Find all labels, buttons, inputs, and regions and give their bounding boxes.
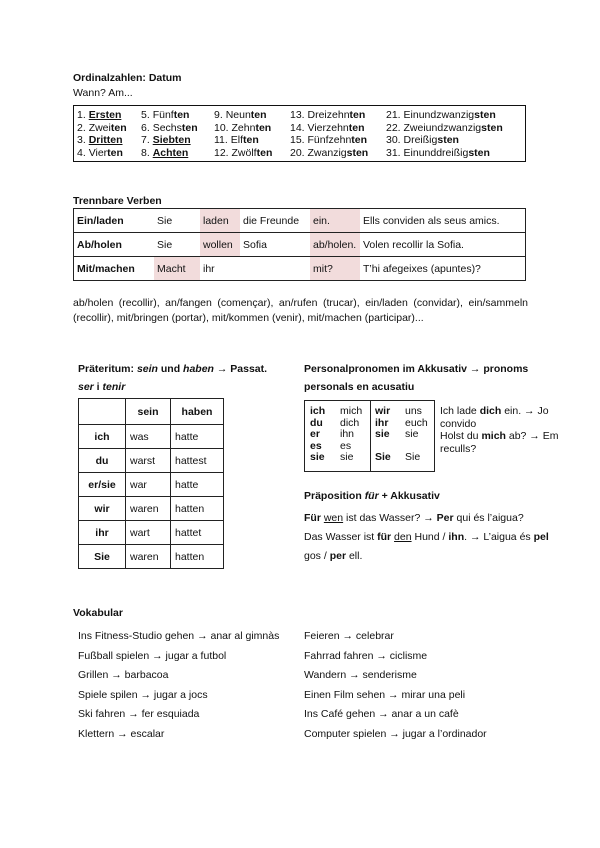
pronoun: sie — [375, 428, 390, 440]
praeposition-line-3: gos / per ell. — [304, 550, 363, 562]
table-row — [74, 257, 526, 281]
personal-title-2: personals en acusatiu — [304, 381, 415, 393]
ordinal-item: 9. Neunten — [214, 109, 267, 121]
ordinal-item: 4. Vierten — [77, 146, 123, 159]
pronoun-cell: wir — [79, 497, 126, 521]
ordinal-col-4 — [290, 109, 368, 159]
separable-verbs-list: ab/holen (recollir), an/fangen (començar), an/rufen (trucar), ein/laden (convidar), ein/sammeln (recollir), mit/bringen (portar), mit/kommen (venir), mit/machen (participar)... — [73, 297, 528, 324]
pronoun: ich — [310, 405, 326, 417]
praeteritum-title: Präteritum: sein und haben → Passat. — [78, 363, 268, 375]
table-cell: die Freunde — [240, 209, 310, 233]
header-cell: haben — [171, 399, 224, 425]
praeposition-line-2: Das Wasser ist für den Hund / ihn. → L’aigua és pel — [304, 531, 549, 543]
ordinal-box — [73, 105, 526, 162]
ordinal-item: 5. Fünften — [141, 109, 190, 121]
haben-cell: hatten — [171, 545, 224, 569]
table-row — [79, 497, 224, 521]
column-divider — [370, 401, 371, 471]
vocab-item: Fußball spielen → jugar a futbol — [78, 649, 227, 662]
haben-cell: hattet — [171, 521, 224, 545]
pronoun-cell: Sie — [79, 545, 126, 569]
ordinal-item: 8. Achten — [141, 146, 189, 159]
nominative-col-1 — [310, 406, 325, 464]
table-row — [79, 545, 224, 569]
table-row — [74, 233, 526, 257]
accusative-col-1 — [340, 406, 362, 464]
vocab-item: Wandern → senderisme — [304, 669, 417, 681]
ordinal-item: 30. Dreißigsten — [386, 134, 459, 146]
ordinal-item: 31. Einunddreißigsten — [386, 146, 490, 159]
ordinal-item: 7. Siebten — [141, 134, 191, 146]
haben-cell: hatte — [171, 425, 224, 449]
ordinal-item: 15. Fünfzehnten — [290, 134, 368, 146]
sein-cell: war — [126, 473, 171, 497]
vocab-item: Ins Café gehen → anar a un cafè — [304, 708, 459, 720]
vocab-item: Klettern → escalar — [78, 727, 165, 740]
praeposition-examples — [304, 509, 574, 566]
ordinal-item: 2. Zweiten — [77, 121, 127, 134]
haben-cell: hatten — [171, 497, 224, 521]
table-cell: Sie — [154, 209, 200, 233]
ordinal-item: 11. Elften — [214, 134, 259, 146]
pronoun: ihr — [375, 416, 389, 429]
ordinal-col-3 — [214, 109, 272, 159]
ordinal-title: Ordinalzahlen: Datum — [73, 72, 182, 84]
ordinal-item: 13. Dreizehnten — [290, 109, 366, 121]
accusative-col-2 — [405, 406, 428, 464]
vocab-item: Grillen → barbacoa — [78, 669, 169, 681]
praeposition-title: Präposition für + Akkusativ — [304, 490, 440, 502]
vocab-item: Fahrrad fahren → ciclisme — [304, 649, 428, 662]
nominative-col-2 — [375, 406, 391, 464]
pronoun: Sie — [375, 451, 391, 463]
pronoun: sie — [405, 428, 419, 440]
vocab-item: Ins Fitness-Studio gehen → anar al gimnàs — [78, 630, 280, 642]
table-row — [79, 473, 224, 497]
pronoun: es — [340, 439, 352, 452]
trennbare-title: Trennbare Verben — [73, 195, 162, 207]
header-cell: sein — [126, 399, 171, 425]
verb-cell: Ab/holen — [74, 233, 155, 257]
pronoun: euch — [405, 416, 428, 429]
vocab-list-right — [304, 627, 487, 744]
table-cell: Sofia — [240, 233, 310, 257]
ordinal-item: 3. Dritten — [77, 134, 123, 146]
pronoun: ihn — [340, 428, 355, 440]
vocab-item: Spiele spilen → jugar a jocs — [78, 688, 208, 701]
pronoun-cell: ich — [79, 425, 126, 449]
highlight-cell: ab/holen. — [310, 233, 360, 257]
pronoun: Sie — [405, 451, 421, 463]
pronoun: es — [310, 439, 322, 452]
sein-cell: waren — [126, 497, 171, 521]
pronoun: sie — [310, 451, 325, 463]
table-row — [74, 209, 526, 233]
haben-cell: hatte — [171, 473, 224, 497]
sein-cell: waren — [126, 545, 171, 569]
translation-cell: Ells conviden als seus amics. — [360, 209, 526, 233]
highlight-cell: laden — [200, 209, 240, 233]
haben-cell: hattest — [171, 449, 224, 473]
table-header-row — [79, 399, 224, 425]
pronoun-cell: ihr — [79, 521, 126, 545]
example-2: Holst du mich ab? → Em reculls? — [440, 430, 559, 455]
accusative-examples — [440, 405, 560, 455]
ordinal-col-1 — [77, 109, 127, 159]
pronoun-cell: du — [79, 449, 126, 473]
example-1: Ich lade dich ein. → Jo convido — [440, 405, 549, 430]
praeposition-line-1: Für wen ist das Wasser? → Per qui és l’aigua? — [304, 512, 524, 524]
translation-cell: T’hi afegeixes (apuntes)? — [360, 257, 526, 281]
pronoun-cell: er/sie — [79, 473, 126, 497]
vocab-item: Ski fahren → fer esquiada — [78, 708, 200, 720]
table-row — [79, 521, 224, 545]
ordinal-item: 10. Zehnten — [214, 121, 272, 134]
praeteritum-subtitle: ser i tenir — [78, 381, 126, 393]
ordinal-item: 21. Einundzwanzigsten — [386, 109, 496, 121]
praeteritum-table — [78, 398, 224, 569]
ordinal-item: 14. Vierzehnten — [290, 121, 365, 134]
pronoun: wir — [375, 405, 391, 417]
table-row — [79, 425, 224, 449]
vocab-item: Computer spielen → jugar a l’ordinador — [304, 727, 487, 740]
translation-cell: Volen recollir la Sofia. — [360, 233, 526, 257]
table-cell: Sie — [154, 233, 200, 257]
highlight-cell: ein. — [310, 209, 360, 233]
header-cell — [79, 399, 126, 425]
ordinal-item: 1. Ersten — [77, 109, 122, 121]
trennbare-table — [73, 208, 526, 281]
highlight-cell: mit? — [310, 257, 360, 281]
ordinal-item: 20. Zwanzigsten — [290, 146, 369, 159]
pronoun: mich — [340, 405, 363, 417]
pronoun: er — [310, 428, 320, 440]
pronoun: uns — [405, 405, 422, 417]
ordinal-item: 12. Zwölften — [214, 146, 273, 159]
table-cell: ihr — [200, 257, 240, 281]
vocab-item: Einen Film sehen → mirar una peli — [304, 688, 466, 701]
highlight-cell: Macht — [154, 257, 200, 281]
vocab-item: Feieren → celebrar — [304, 630, 394, 642]
pronoun: dich — [340, 416, 360, 429]
ordinal-col-2 — [141, 109, 198, 159]
table-cell — [240, 257, 310, 281]
ordinal-item: 22. Zweiundzwanzigsten — [386, 121, 503, 134]
sein-cell: warst — [126, 449, 171, 473]
vokabular-title: Vokabular — [73, 607, 123, 619]
sein-cell: was — [126, 425, 171, 449]
vocab-list-left — [78, 627, 279, 744]
verb-cell: Ein/laden — [74, 209, 155, 233]
pronoun: sie — [340, 451, 354, 463]
ordinal-question: Wann? Am... — [73, 87, 133, 99]
pronoun: du — [310, 416, 323, 429]
ordinal-col-5 — [386, 109, 503, 159]
pronoun-box — [304, 400, 435, 472]
highlight-cell: wollen — [200, 233, 240, 257]
sein-cell: wart — [126, 521, 171, 545]
ordinal-item: 6. Sechsten — [141, 121, 198, 134]
personal-title-1: Personalpronomen im Akkusativ → pronoms — [304, 363, 529, 375]
verb-cell: Mit/machen — [74, 257, 155, 281]
table-row — [79, 449, 224, 473]
